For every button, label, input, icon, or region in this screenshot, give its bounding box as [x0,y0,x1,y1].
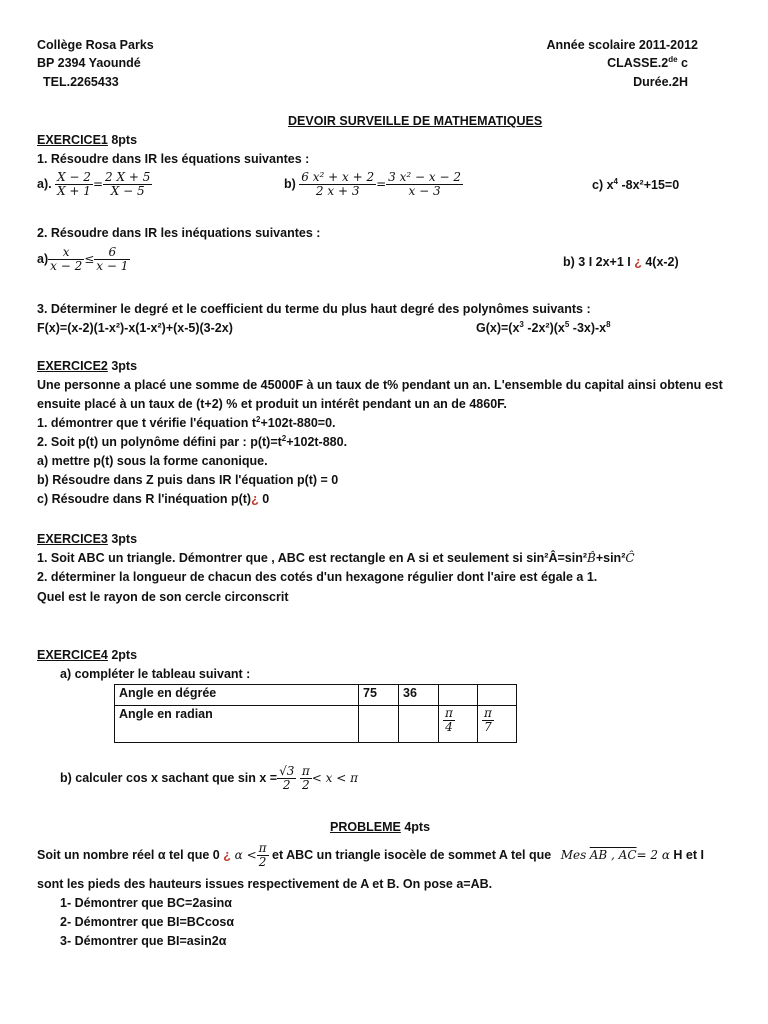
equation-b: b) $\frac{\text{6 x² + x + 2}}{2 x + 3}$ = $\frac{\text{3 x² − x − 2}}{x - 3}$ [284,170,461,199]
table-cell: $\frac{\pi}{4}$ [439,706,478,743]
problem-item1: 1- Démontrer que BC=2asinα [60,896,232,910]
table-row [115,706,517,743]
problem-item3: 3- Démontrer que BI=asin2α [60,934,227,948]
problem-item2: 2- Démontrer que BI=BCcosα [60,915,235,929]
problem-line1: Soit un nombre réel α tel que 0 ¿ α < $\frac{\pi}{2}$ et ABC un triangle isocèle de sommet A tel que Mes AB , AC= 2 α H et I [37,841,704,870]
table-row [115,685,517,706]
table-cell [359,706,399,743]
exam-duration: Durée.2H [633,75,688,89]
exercise2-text-line2: ensuite placé à un taux de (t+2) % et produit un intérêt pendant un an de 4860F. [37,397,507,411]
table-cell: Angle en dégrée [115,685,359,706]
exercise2-question2a: a) mettre p(t) sous la forme canonique. [37,454,268,468]
exercise3-heading: EXERCICE3 3pts [37,532,138,546]
table-cell: 75 [359,685,399,706]
exercise1-question1: 1. Résoudre dans IR les équations suivantes : [37,152,310,166]
exercise3-question2: 2. déterminer la longueur de chacun des cotés d'un hexagone régulier dont l'aire est égale a 1. [37,570,598,584]
polynomial-g: $G(x)=(x^3$ $-2x^2)(x^5$ $-3x)-x^8$ [476,319,611,335]
school-name: Collège Rosa Parks [37,38,154,52]
school-tel: TEL.2265433 [43,75,119,89]
exercise2-question2c: c) Résoudre dans R l'inéquation p(t)¿ 0 [37,492,270,506]
table-cell: 36 [399,685,439,706]
exercise3-question3: Quel est le rayon de son cercle circonscrit [37,590,289,604]
exam-title: DEVOIR SURVEILLE DE MATHEMATIQUES [288,114,543,128]
table-cell [439,685,478,706]
exercise2-question2: 2. Soit p(t) un polynôme défini par : $p(t)=t^2+102t-880$. [37,433,348,449]
school-bp: BP 2394 Yaoundé [37,56,141,70]
table-cell [399,706,439,743]
exercise2-question1: 1. démontrer que t vérifie l'équation $t^2+102t-880=0$. [37,414,336,430]
problem-line2: sont les pieds des hauteurs issues respectivement de A et B. On pose a=AB. [37,877,493,891]
equation-a: a). $\frac{X - 2}{X + 1}$ = $\frac{2 X + 5}{X - 5}$ [37,170,151,199]
angle-table [114,684,517,743]
inequation-a: a) $\frac{x}{x - 2}$ ≤ $\frac{6}{x - 1}$ [37,245,129,274]
exercise4-question-b: b) calculer cos x sachant que sin x = $\frac{√3}{2}$ $\frac{\pi}{2}$ < x < π [60,764,358,793]
exercise1-heading: EXERCICE1 8pts [37,133,138,147]
problem-heading: PROBLEME 4pts [330,820,431,834]
polynomial-f: F(x)=(x-2)(1-x²)-x(1-x²)+(x-5)(3-2x) [37,321,233,335]
exercise3-question1: 1. Soit ABC un triangle. Démontrer que , ABC est rectangle en A si et seulement si sin²Â=sin²B̂+sin²Ĉ [37,551,635,565]
inequation-b: b) 3 I 2x+1 I ¿ 4(x-2) [563,255,679,269]
equation-c: c) $x^4$ -8x²+15=0 [592,176,680,192]
exercise1-question3: 3. Déterminer le degré et le coefficient du terme du plus haut degré des polynômes suivants : [37,302,591,316]
table-cell: Angle en radian [115,706,359,743]
table-cell [478,685,517,706]
school-year: Année scolaire 2011-2012 [546,38,698,52]
class-level: CLASSE.2de c [607,54,688,70]
exercise4-heading: EXERCICE4 2pts [37,648,138,662]
exercise4-question-a: a) compléter le tableau suivant : [60,667,251,681]
table-cell: $\frac{\pi}{7}$ [478,706,517,743]
exercise2-question2b: b) Résoudre dans Z puis dans IR l'équation p(t) = 0 [37,473,339,487]
exercise1-question2: 2. Résoudre dans IR les inéquations suivantes : [37,226,321,240]
exercise2-heading: EXERCICE2 3pts [37,359,138,373]
exercise2-text-line1: Une personne a placé une somme de 45000F à un taux de t% pendant un an. L'ensemble du capital ainsi obtenu est [37,378,723,392]
